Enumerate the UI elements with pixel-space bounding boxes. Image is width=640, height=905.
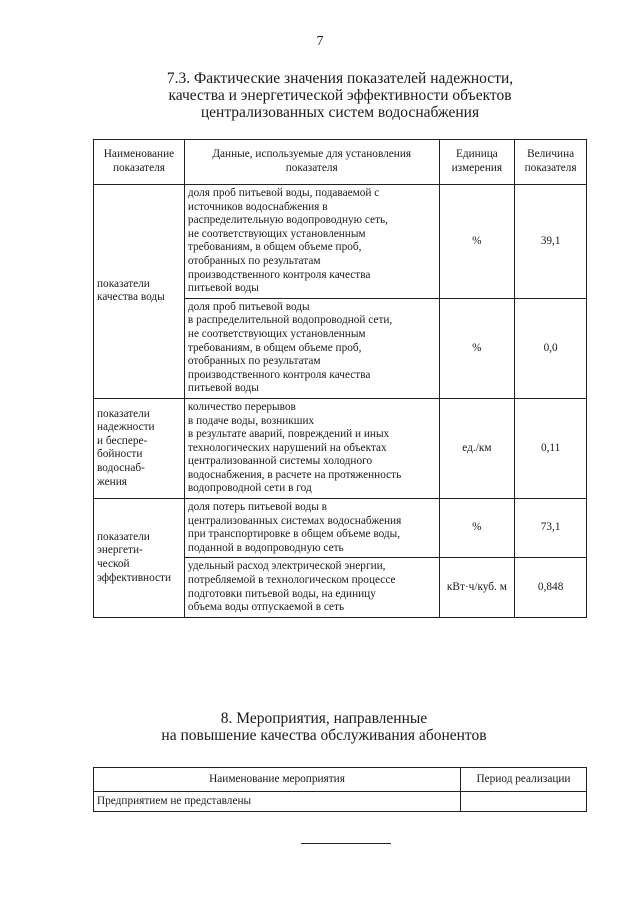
table-row — [94, 185, 587, 299]
data-cell: доля потерь питьевой воды в централизованных системах водоснабжения при транспортировке в общем объеме воды, поданной в водопроводную сеть — [184, 499, 439, 558]
table-row — [94, 792, 587, 812]
indicators-table — [93, 139, 587, 618]
section-title-8 — [0, 710, 640, 744]
data-cell: доля проб питьевой воды в распределительной водопроводной сети, не соответствующих установленным требованиям, в общем объеме проб, отобранных по результатам производственного контроля качества питьевой воды — [184, 298, 439, 398]
unit-cell: % — [439, 185, 515, 299]
header-data: Данные, используемые для установления показателя — [184, 140, 439, 185]
page-number: 7 — [316, 34, 324, 49]
measures-table — [93, 767, 587, 812]
value-cell: 0,11 — [515, 398, 587, 498]
title-line: централизованных систем водоснабжения — [200, 104, 480, 121]
value-cell: 0,848 — [515, 558, 587, 617]
measure-name-cell: Предприятием не представлены — [94, 792, 461, 812]
value-cell: 73,1 — [515, 499, 587, 558]
section-title-7-3 — [0, 70, 640, 121]
table-header-row — [94, 768, 587, 792]
header-period: Период реализации — [461, 768, 587, 792]
unit-cell: кВт·ч/куб. м — [439, 558, 515, 617]
data-cell: удельный расход электрической энергии, потребляемой в технологическом процессе подготовки питьевой воды, на единицу объема воды отпускаемой в сеть — [184, 558, 439, 617]
group-name-reliability: показатели надежности и беспере- бойности водоснаб- жения — [94, 398, 185, 498]
value-cell: 39,1 — [515, 185, 587, 299]
table-row — [94, 499, 587, 558]
period-cell — [461, 792, 587, 812]
unit-cell: % — [439, 499, 515, 558]
group-name-quality: показатели качества воды — [94, 185, 185, 399]
header-value: Величина показателя — [515, 140, 587, 185]
header-measure-name: Наименование мероприятия — [94, 768, 461, 792]
group-name-efficiency: показатели энергети- ческой эффективности — [94, 499, 185, 618]
unit-cell: ед./км — [439, 398, 515, 498]
table-header-row — [94, 140, 587, 185]
title-line: качества и энергетической эффективности объектов — [168, 87, 512, 104]
title-line: 8. Мероприятия, направленные — [220, 710, 428, 727]
header-name: Наименование показателя — [94, 140, 185, 185]
data-cell: доля проб питьевой воды, подаваемой с источников водоснабжения в распределительную водопроводную сеть, не соответствующих установленным требованиям, в общем объеме проб, отобранных по результатам производственного контроля качества питьевой воды — [184, 185, 439, 299]
title-line: 7.3. Фактические значения показателей надежности, — [166, 70, 514, 87]
title-line: на повышение качества обслуживания абонентов — [161, 727, 487, 744]
end-divider-line — [301, 843, 391, 844]
data-cell: количество перерывов в подаче воды, возникших в результате аварий, повреждений и иных технологических нарушений на объектах централизованной системы холодного водоснабжения, в расчете на протяженность водопроводной сети в год — [184, 398, 439, 498]
unit-cell: % — [439, 298, 515, 398]
header-unit: Единица измерения — [439, 140, 515, 185]
table-row — [94, 398, 587, 498]
value-cell: 0,0 — [515, 298, 587, 398]
